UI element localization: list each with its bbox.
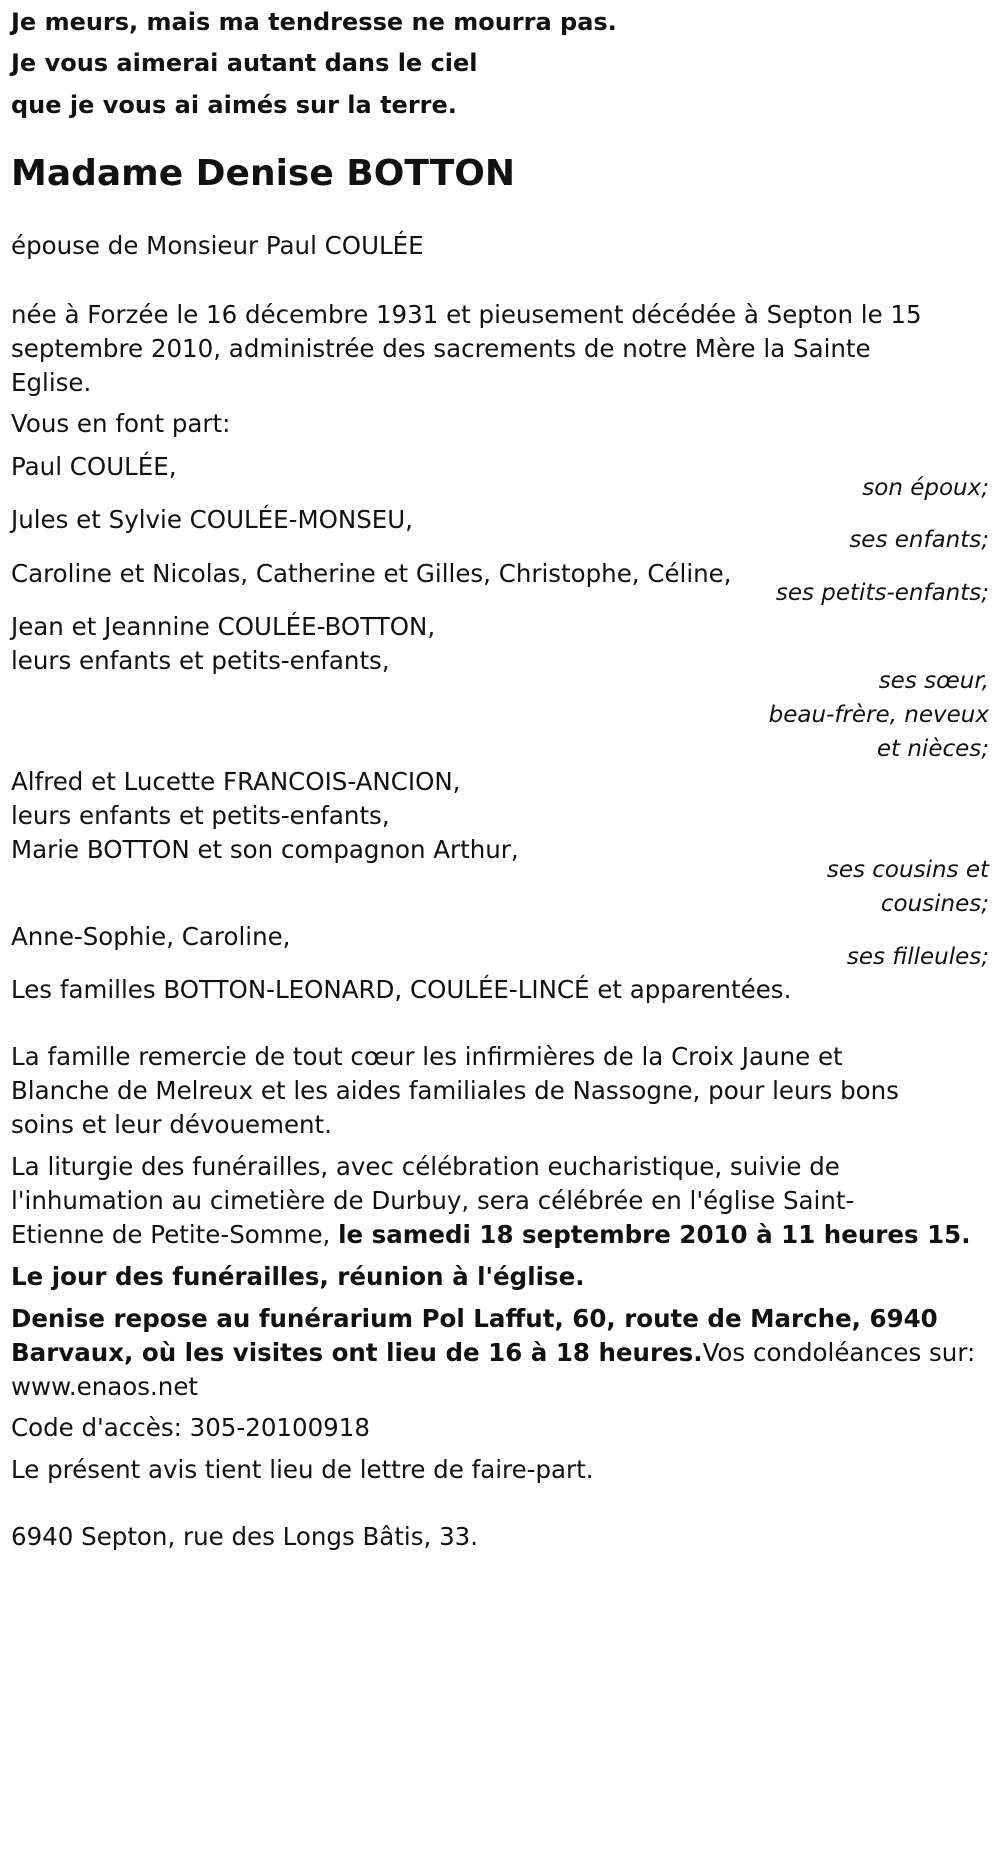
intro-line: Vous en font part: (11, 409, 231, 438)
birth-death-line-2: septembre 2010, administrée des sacrements de notre Mère la Sainte (11, 334, 871, 363)
family-member-line: Jean et Jeannine COULÉE-BOTTON, (11, 612, 436, 641)
notice-line: Le présent avis tient lieu de lettre de faire-part. (11, 1455, 594, 1484)
liturgy-line-2: l'inhumation au cimetière de Durbuy, sera célébrée en l'église Saint- (11, 1186, 855, 1215)
family-member-line: Marie BOTTON et son compagnon Arthur, (11, 835, 519, 864)
family-member-line: Anne-Sophie, Caroline, (11, 922, 291, 951)
family-member-line: Caroline et Nicolas, Catherine et Gilles, Christophe, Céline, (11, 559, 732, 588)
family-relation: ses filleules; (846, 944, 989, 970)
liturgy-date: le samedi 18 septembre 2010 à 11 heures 15. (338, 1220, 971, 1249)
condolences-website: www.enaos.net (11, 1372, 199, 1401)
families-line: Les familles BOTTON-LEONARD, COULÉE-LINCÉ et apparentées. (11, 975, 792, 1004)
liturgy-place: Etienne de Petite-Somme, (11, 1220, 331, 1249)
family-member-line: Paul COULÉE, (11, 452, 177, 481)
birth-death-line-1: née à Forzée le 16 décembre 1931 et pieusement décédée à Septon le 15 (11, 300, 922, 329)
family-relation: ses cousins et (826, 857, 989, 883)
family-member-line: Jules et Sylvie COULÉE-MONSEU, (11, 505, 413, 534)
family-relation: ses enfants; (849, 527, 989, 553)
thanks-line-1: La famille remercie de tout cœur les infirmières de la Croix Jaune et (11, 1042, 843, 1071)
family-relation: son époux; (862, 475, 989, 501)
funerarium-visits: Barvaux, où les visites ont lieu de 16 à 18 heures. (11, 1338, 703, 1367)
family-member-line: Alfred et Lucette FRANCOIS-ANCION, (11, 767, 461, 796)
poem-line-1: Je meurs, mais ma tendresse ne mourra pas. (11, 8, 617, 36)
reunion-line: Le jour des funérailles, réunion à l'église. (11, 1262, 585, 1291)
family-relation: ses petits-enfants; (775, 580, 989, 606)
funerarium-line-2 (11, 1338, 975, 1368)
liturgy-line-1: La liturgie des funérailles, avec célébration eucharistique, suivie de (11, 1152, 840, 1181)
access-code: Code d'accès: 305-20100918 (11, 1413, 370, 1442)
family-relation: ses sœur, (878, 668, 989, 694)
family-relation: cousines; (880, 891, 989, 917)
birth-death-line-3: Eglise. (11, 368, 92, 397)
spouse-line: épouse de Monsieur Paul COULÉE (11, 231, 424, 260)
family-member-line: leurs enfants et petits-enfants, (11, 801, 390, 830)
address-line: 6940 Septon, rue des Longs Bâtis, 33. (11, 1522, 479, 1551)
thanks-line-3: soins et leur dévouement. (11, 1110, 332, 1139)
deceased-name: Madame Denise BOTTON (11, 153, 515, 194)
thanks-line-2: Blanche de Melreux et les aides familiales de Nassogne, pour leurs bons (11, 1076, 899, 1105)
condolences-label: Vos condoléances sur: (702, 1338, 976, 1367)
funerarium-line-1: Denise repose au funérarium Pol Laffut, 60, route de Marche, 6940 (11, 1304, 938, 1333)
poem-line-2: Je vous aimerai autant dans le ciel (11, 49, 478, 77)
family-relation: et nièces; (876, 736, 989, 762)
liturgy-line-3 (11, 1220, 971, 1250)
family-member-line: leurs enfants et petits-enfants, (11, 646, 390, 675)
family-relation: beau-frère, neveux (768, 702, 989, 728)
poem-line-3: que je vous ai aimés sur la terre. (11, 91, 457, 119)
